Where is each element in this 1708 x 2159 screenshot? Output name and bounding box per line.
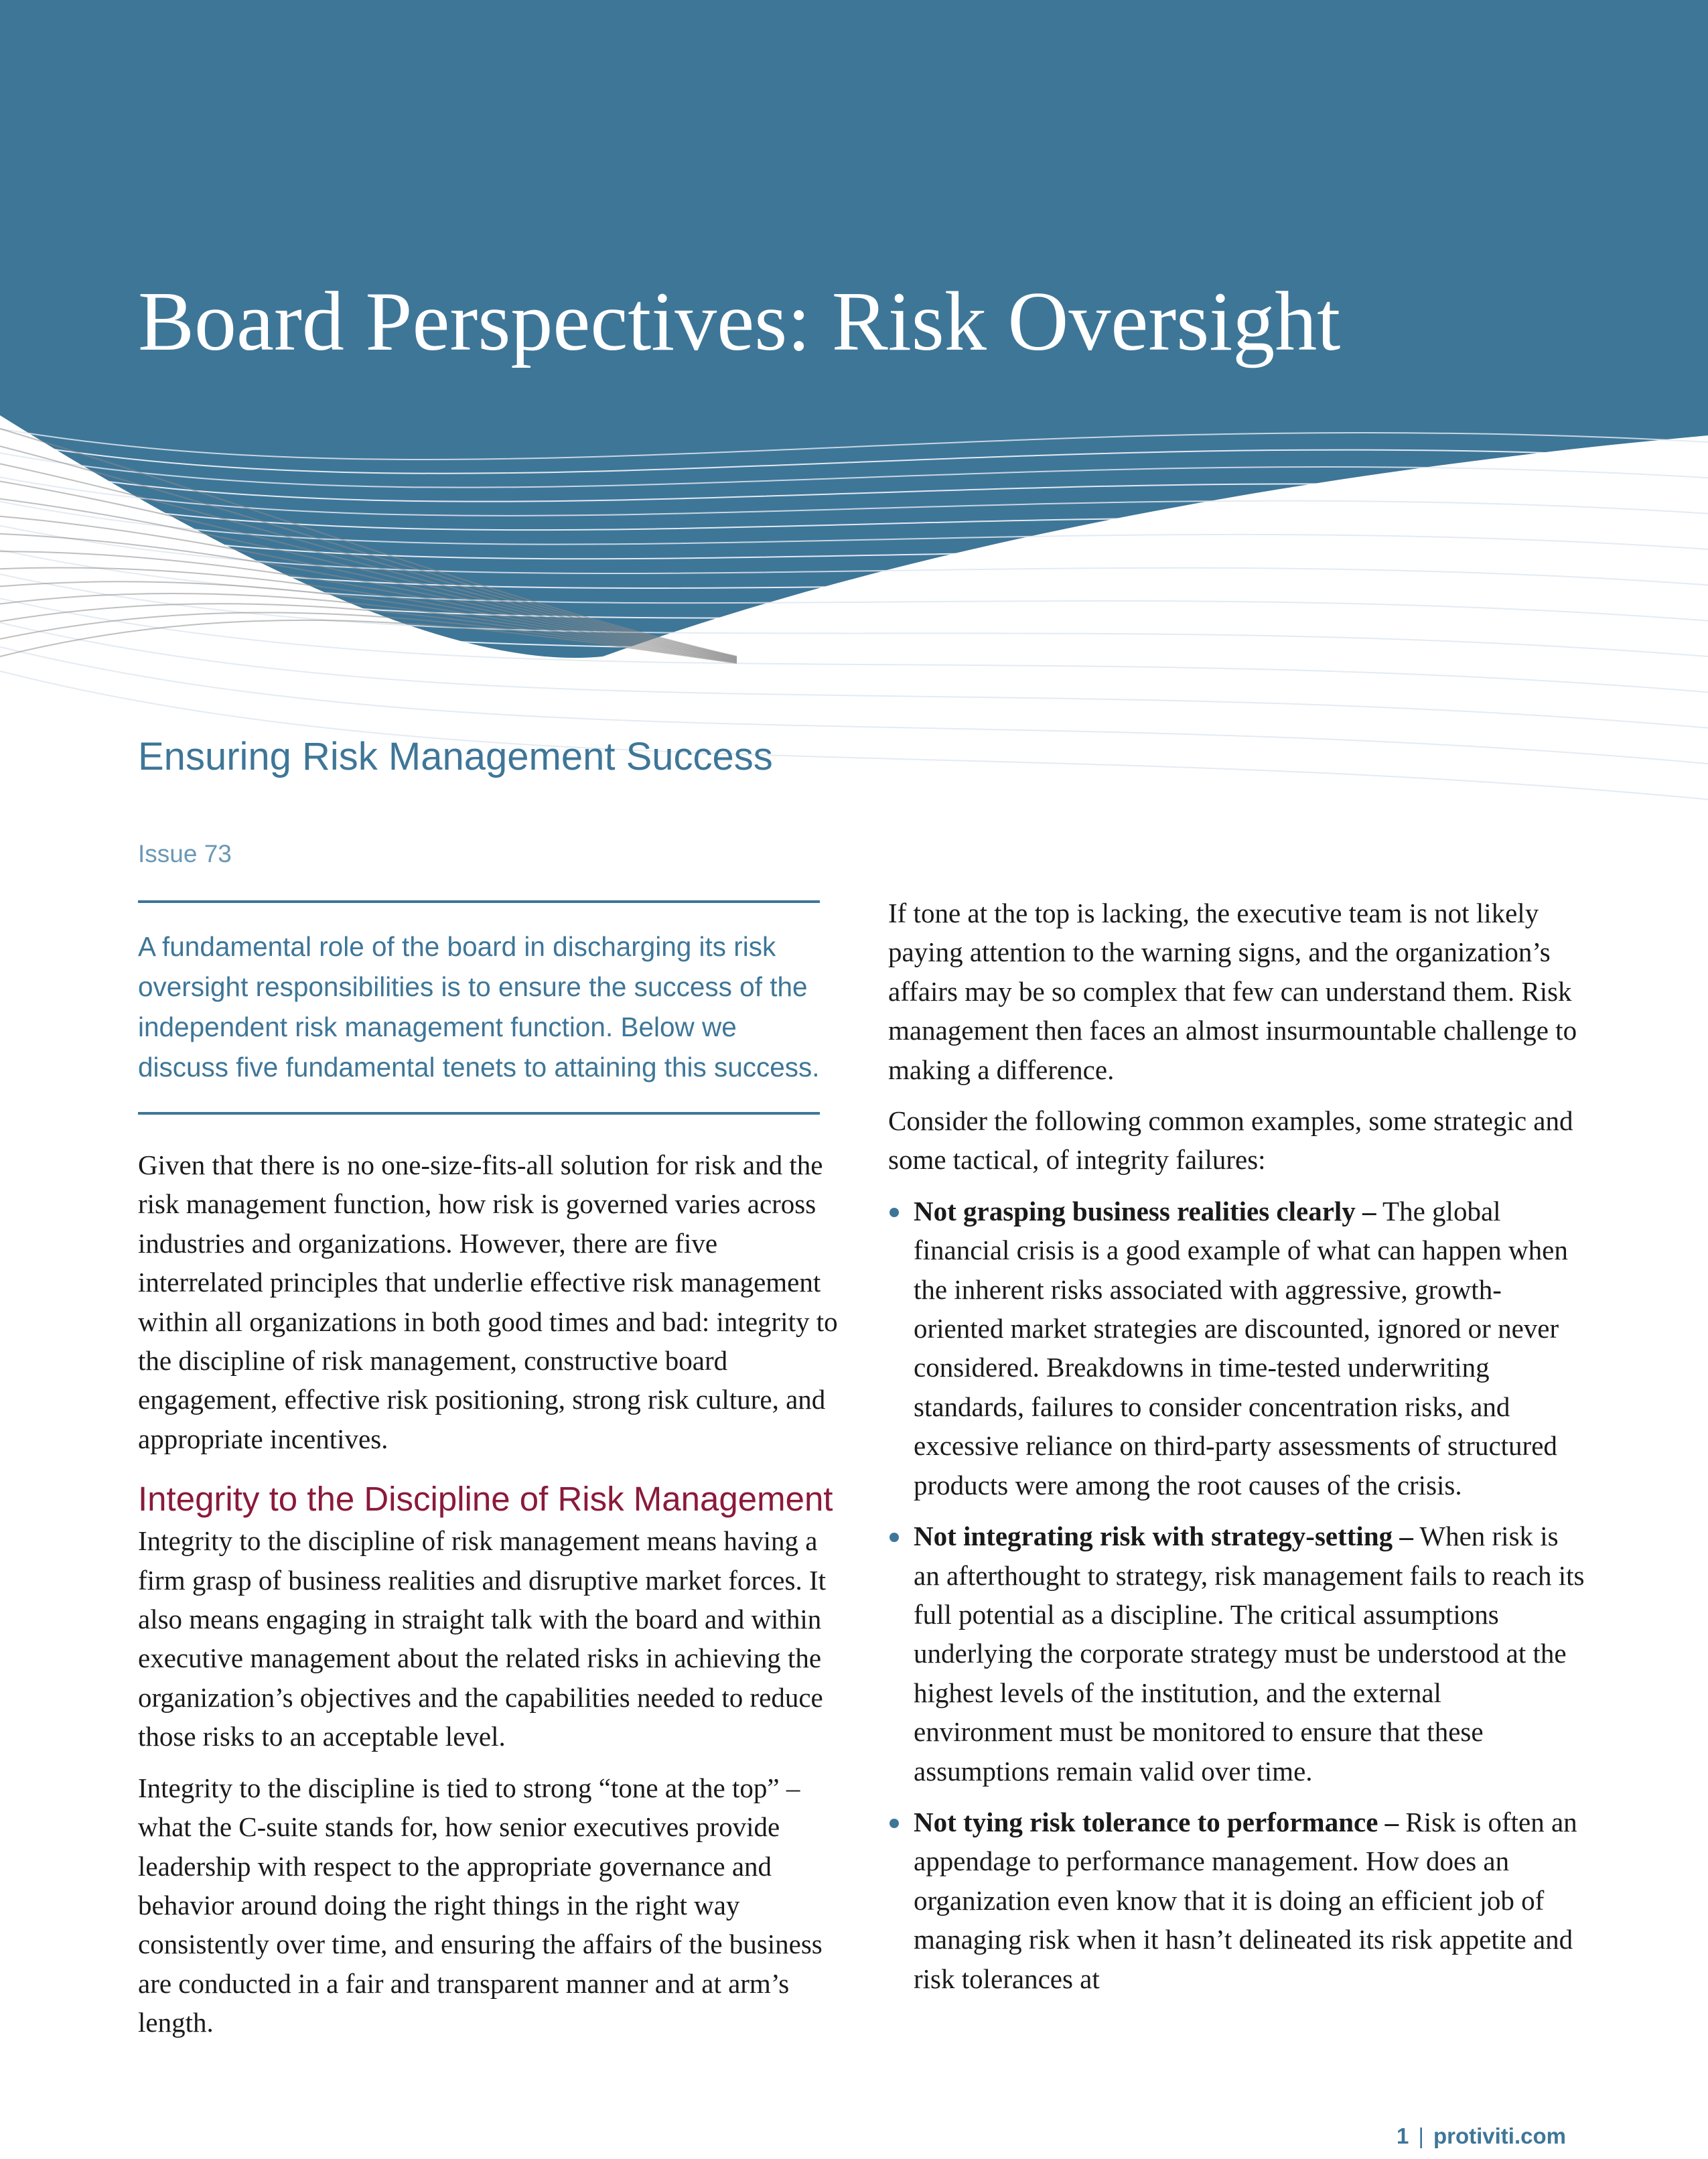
bullet-icon — [889, 1819, 899, 1828]
list-item-text: Risk is often an appendage to performance management. How does an organization even know that it is doing an efficient job of managing risk when it hasn’t delineated its risk appetite and risk tolerances at — [914, 1806, 1577, 1994]
intro-summary: A fundamental role of the board in discharging its risk oversight responsibilities is to ensure the success of the independent risk management function. Below we discuss five fundamental tenets to attaining this success. — [138, 931, 820, 1083]
bullet-icon — [889, 1208, 899, 1217]
right-column — [888, 894, 1585, 2010]
list-item — [888, 1517, 1585, 1791]
list-item-lead: Not grasping business realities clearly – — [914, 1195, 1376, 1227]
left-column — [138, 1145, 841, 2054]
intro-top-rule — [138, 900, 820, 903]
list-item-lead: Not tying risk tolerance to performance – — [914, 1806, 1399, 1837]
body-paragraph-3: Integrity to the discipline is tied to strong “tone at the top” – what the C-suite stands for, how senior executives provide leadership with respect to the appropriate governance and behavior around doing the right things in the right way consistently over time, and ensuring the affairs of the business are conducted in a fair and transparent manner and at arm’s length. — [138, 1772, 823, 2038]
list-item-text: The global financial crisis is a good example of what can happen when the inherent risks associated with aggressive, growth-oriented market strategies are discounted, ignored or never considered. Breakdowns in time-tested underwriting standards, failures to consider concentration risks, and excessive reliance on third-party assessments of structured products were among the root causes of the crisis. — [914, 1195, 1568, 1501]
page-number: 1 — [1397, 2123, 1409, 2148]
issue-number: Issue 73 — [138, 840, 232, 867]
section-heading: Integrity to the Discipline of Risk Management — [138, 1480, 833, 1519]
integrity-failures-list — [888, 1192, 1585, 1998]
website-link[interactable]: protiviti.com — [1433, 2123, 1566, 2148]
header-banner — [0, 0, 1708, 831]
body-paragraph-5: Consider the following common examples, some strategic and some tactical, of integrity failures: — [888, 1105, 1573, 1176]
body-paragraph-4: If tone at the top is lacking, the executive team is not likely paying attention to the warning signs, and the organization’s affairs may be so complex that few can understand them. Risk management then faces an almost insurmountable challenge to making a difference. — [888, 898, 1577, 1085]
page-title: Board Perspectives: Risk Oversight — [138, 275, 1341, 368]
list-item-lead: Not integrating risk with strategy-setting – — [914, 1521, 1413, 1552]
subtitle: Ensuring Risk Management Success — [138, 735, 773, 778]
intro-bottom-rule — [138, 1112, 820, 1115]
body-paragraph-2: Integrity to the discipline of risk management means having a firm grasp of business realities and disruptive market forces. It also means engaging in straight talk with the board and within executive management about the related risks in achieving the organization’s objectives and the capabilities needed to reduce those risks to an acceptable level. — [138, 1525, 826, 1752]
list-item — [888, 1192, 1585, 1505]
list-item-text: When risk is an afterthought to strategy, risk management fails to reach its full potential as a discipline. The critical assumptions underlying the corporate strategy must be understood at the highest levels of the institution, and the external environment must be monitored to ensure that these assumptions remain valid over time. — [914, 1521, 1585, 1787]
bullet-icon — [889, 1533, 899, 1542]
page-footer — [1397, 2123, 1566, 2149]
footer-separator: | — [1418, 2123, 1424, 2148]
body-paragraph-1: Given that there is no one-size-fits-all solution for risk and the risk management function, how risk is governed varies across industries and organizations. However, there are five interrelated principles that underlie effective risk management within all organizations in both good times and bad: integrity to the discipline of risk management, constructive board engagement, effective risk positioning, strong risk culture, and appropriate incentives. — [138, 1150, 838, 1454]
list-item — [888, 1803, 1585, 1998]
